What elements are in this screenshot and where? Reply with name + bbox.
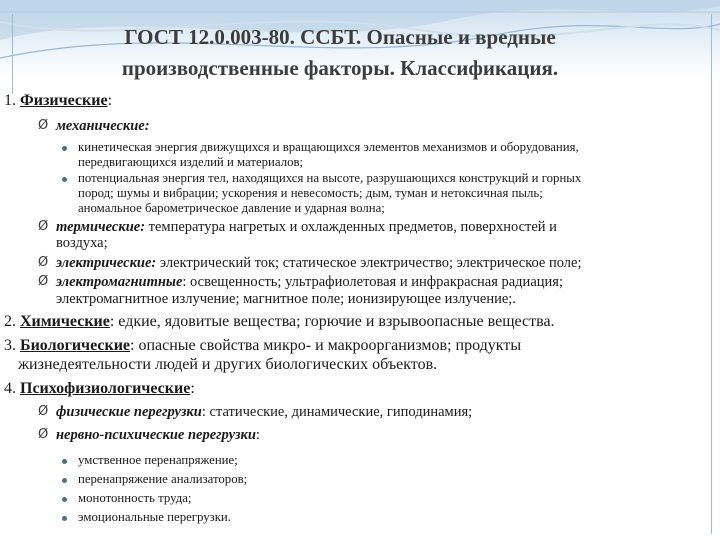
subitem-label: электрические:	[56, 254, 157, 271]
bullet-line: аномальное барометрическое давление и ударная волна;	[78, 200, 385, 215]
bullet-analyzers	[0, 472, 712, 487]
subitem-text: : освещенность; ультрафиолетовая и инфракрасная радиация;	[182, 274, 563, 290]
section-text-cont: жизнедеятельности людей и других биологических объектов.	[18, 356, 438, 373]
bullet-dot-icon	[62, 146, 67, 151]
subitem-text-cont: воздуха;	[56, 235, 108, 251]
bullet-emotional	[0, 510, 712, 525]
section-text: : опасные свойства микро- и макроорганизмов; продукты	[130, 337, 522, 354]
bullet-line: пород; шумы и вибрации; ускорения и невесомость; дым, туман и нетоксичная пыль;	[78, 185, 543, 200]
arrow-bullet-icon: Ø	[38, 274, 49, 289]
arrow-bullet-icon: Ø	[38, 254, 49, 270]
section-number: 2.	[4, 313, 16, 330]
bullet-dot-icon	[62, 478, 67, 483]
bullet-dot-icon	[62, 177, 67, 182]
subitem-text: :	[255, 426, 260, 443]
bullet-dot-icon	[62, 459, 67, 464]
subitem-label: нервно-психические перегрузки	[56, 426, 256, 443]
bullet-line: кинетическая энергия движущихся и вращающихся элементов механизмов и оборудования,	[78, 139, 579, 154]
section-heading: Биологические	[20, 337, 131, 354]
bullet-kinetic	[0, 140, 712, 170]
subitem-thermal	[0, 219, 712, 252]
section-physical	[0, 91, 712, 110]
subitem-label: механические:	[56, 118, 150, 134]
bullet-dot-icon	[62, 516, 67, 521]
page-title	[40, 22, 640, 84]
bullet-potential	[0, 171, 712, 216]
bullet-text: умственное перенапряжение;	[78, 453, 238, 467]
subitem-label: термические:	[56, 218, 146, 235]
bullet-text: эмоциональные перегрузки.	[78, 510, 231, 524]
subitem-label: физические перегрузки	[56, 404, 202, 420]
bullet-line: передвигающихся изделий и материалов;	[78, 154, 304, 169]
subitem-text: электрический ток; статическое электричество; электрическое поле;	[156, 254, 582, 271]
section-number: 1.	[4, 92, 16, 109]
section-number: 3.	[4, 337, 16, 354]
subitem-mechanical	[0, 118, 712, 135]
title-line-2: производственные факторы. Классификация.	[121, 56, 559, 80]
subitem-label: электромагнитные	[56, 274, 183, 290]
bullet-mental	[0, 453, 712, 468]
subitem-text-cont: электромагнитное излучение; магнитное поле; ионизирующее излучение;.	[56, 290, 516, 307]
arrow-bullet-icon: Ø	[38, 404, 49, 419]
bullet-dot-icon	[62, 497, 67, 502]
section-text: : едкие, ядовитые вещества; горючие и взрывоопасные вещества.	[109, 313, 555, 330]
slide-content	[0, 91, 712, 525]
frame-line-left	[12, 14, 13, 94]
subitem-electrical	[0, 255, 712, 272]
bullet-text: перенапряжение анализаторов;	[78, 472, 248, 486]
section-text: :	[190, 380, 195, 397]
subitem-nervous-overload	[0, 427, 712, 444]
arrow-bullet-icon: Ø	[38, 426, 49, 442]
section-heading: Физические	[20, 92, 108, 109]
section-biological	[0, 336, 712, 374]
section-chemical	[0, 312, 712, 331]
title-line-1: ГОСТ 12.0.003-80. ССБТ. Опасные и вредные	[124, 25, 556, 49]
subitem-text: : статические, динамические, гиподинамия;	[201, 404, 473, 420]
subitem-physical-overload	[0, 404, 712, 421]
section-psycho	[0, 379, 712, 398]
section-text: :	[107, 92, 113, 109]
section-number: 4.	[4, 380, 16, 397]
bullet-line: потенциальная энергия тел, находящихся на высоте, разрушающихся конструкций и горных	[78, 170, 582, 185]
section-heading: Химические	[20, 313, 110, 330]
arrow-bullet-icon: Ø	[38, 218, 49, 234]
subitem-text: температура нагретых и охлажденных предметов, поверхностей и	[145, 218, 557, 235]
subitem-electromagnetic	[0, 274, 712, 307]
section-heading: Психофизиологические	[20, 380, 191, 397]
bullet-monotony	[0, 491, 712, 506]
bullet-text: монотонность труда;	[78, 491, 192, 505]
arrow-bullet-icon: Ø	[38, 118, 49, 133]
